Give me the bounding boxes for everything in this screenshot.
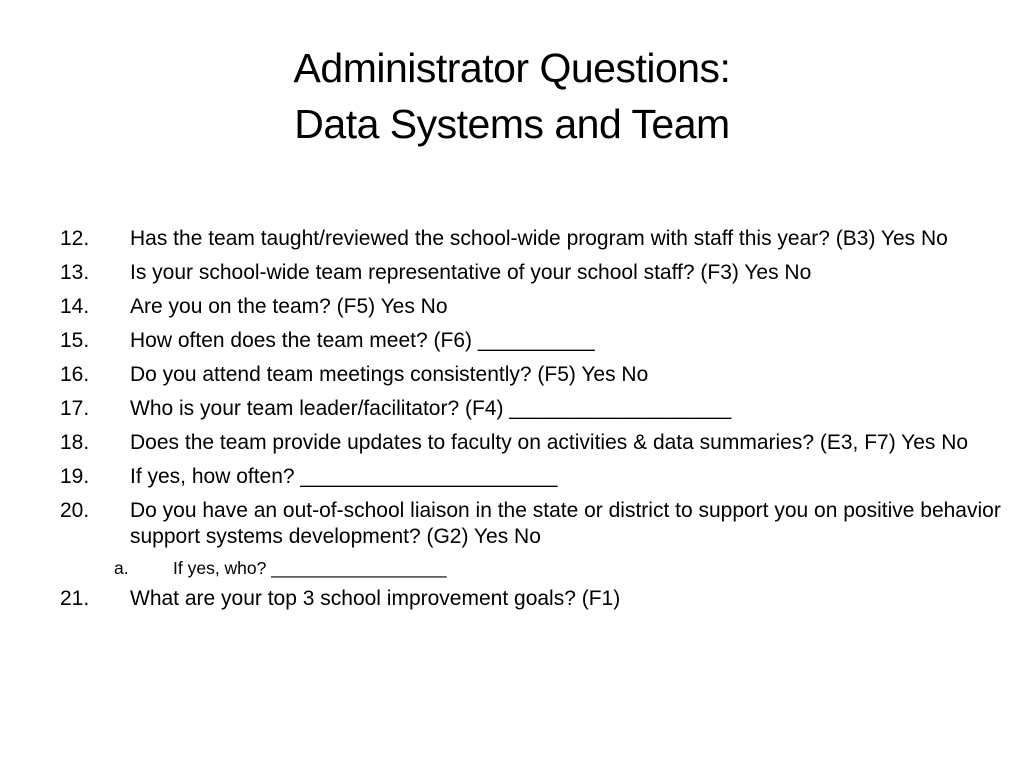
question-number: 14. [60,295,90,318]
question-text: Do you attend team meetings consistently? (F5) Yes No [130,363,649,386]
question-text: How often does the team meet? (F6) __________ [130,329,595,352]
sub-question-letter: a. [114,558,129,578]
question-item [60,294,1010,320]
question-item [60,586,1010,612]
question-item [60,328,1010,354]
question-number: 18. [60,431,90,454]
question-number: 19. [60,465,90,488]
question-number: 20. [60,499,90,522]
sub-question-item [60,556,1010,580]
question-text: If yes, how often? ______________________ [130,465,558,488]
slide-title [0,40,1024,152]
question-item [60,430,1010,456]
title-line-2: Data Systems and Team [294,101,730,147]
question-item [60,260,1010,286]
title-line-1: Administrator Questions: [293,45,731,91]
question-text: Do you have an out-of-school liaison in the state or district to support you on positive behavior support systems development? (G2) Yes No [130,499,1001,548]
question-text: Has the team taught/reviewed the school-wide program with staff this year? (B3) Yes No [130,227,948,250]
question-item [60,498,1010,550]
question-number: 12. [60,227,90,250]
question-text: What are your top 3 school improvement goals? (F1) [130,587,621,610]
question-number: 16. [60,363,90,386]
question-list [60,226,1010,620]
question-item [60,226,1010,252]
question-item [60,464,1010,490]
question-text: Who is your team leader/facilitator? (F4) ___________________ [130,397,732,420]
question-text: Does the team provide updates to faculty on activities & data summaries? (E3, F7) Yes No [130,431,969,454]
question-number: 17. [60,397,90,420]
question-item [60,396,1010,422]
question-text: Is your school-wide team representative of your school staff? (F3) Yes No [130,261,812,284]
question-number: 21. [60,587,90,610]
question-number: 13. [60,261,90,284]
question-text: Are you on the team? (F5) Yes No [130,295,448,318]
question-number: 15. [60,329,90,352]
sub-question-text: If yes, who? __________________ [173,558,447,578]
question-item [60,362,1010,388]
